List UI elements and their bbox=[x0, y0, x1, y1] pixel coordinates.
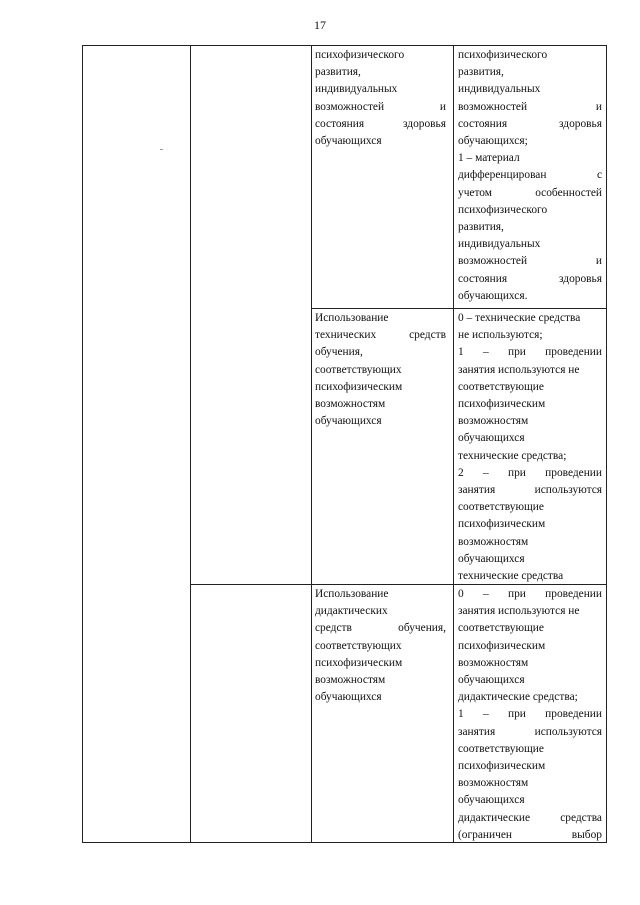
scale-line: соответствующие bbox=[458, 622, 544, 635]
criterion-line: Использование bbox=[315, 312, 389, 324]
scale-line: соответствующие bbox=[458, 501, 544, 514]
criterion-line: обучающихся bbox=[315, 691, 382, 704]
criterion-line: психофизического bbox=[315, 49, 405, 61]
criterion-line: возможностям bbox=[315, 398, 386, 410]
page-number: 17 bbox=[314, 18, 326, 32]
scale-cell-3 bbox=[458, 586, 602, 844]
scale-line: психофизическим bbox=[458, 759, 546, 772]
criterion-line: технических средств bbox=[315, 329, 446, 342]
criterion-line: психофизическим bbox=[315, 380, 403, 393]
scale-line: 0 – при проведении bbox=[458, 588, 602, 600]
scale-line: развития, bbox=[458, 66, 504, 79]
criterion-line: возможностей и bbox=[315, 100, 446, 113]
scale-line: технические средства bbox=[458, 570, 564, 582]
criterion-line: обучающихся bbox=[315, 134, 382, 147]
scale-line: занятия используются не bbox=[458, 363, 580, 376]
criterion-line: Использование bbox=[315, 588, 389, 600]
criterion-line: средств обучения, bbox=[315, 622, 446, 635]
criterion-line: соответствующих bbox=[315, 639, 402, 652]
column-divider-1 bbox=[190, 46, 191, 842]
scale-line: возможностям bbox=[458, 535, 529, 548]
criterion-cell-3 bbox=[315, 586, 446, 706]
scale-line: возможностям bbox=[458, 656, 529, 669]
criterion-line: дидактических bbox=[315, 605, 388, 618]
scale-line: психофизического bbox=[458, 49, 548, 61]
scale-line: обучающихся; bbox=[458, 134, 528, 147]
scale-line: индивидуальных bbox=[458, 83, 541, 96]
scale-line: обучающихся bbox=[458, 794, 525, 807]
scale-line: соответствующие bbox=[458, 380, 544, 393]
scale-line: возможностям bbox=[458, 777, 529, 790]
scale-cell-1 bbox=[458, 47, 602, 305]
criterion-line: психофизическим bbox=[315, 656, 403, 669]
scale-line: психофизическим bbox=[458, 398, 546, 410]
criterion-line: состояния здоровья bbox=[315, 117, 446, 130]
scale-line: 1 – материал bbox=[458, 152, 520, 165]
criterion-cell-1 bbox=[315, 47, 446, 150]
scale-line: возможностей и bbox=[458, 255, 602, 268]
scale-line: занятия используются не bbox=[458, 605, 580, 618]
scale-line: развития, bbox=[458, 220, 504, 233]
scale-line: обучающихся bbox=[458, 432, 525, 445]
scale-line: состояния здоровья bbox=[458, 272, 602, 285]
scale-line: психофизическим bbox=[458, 518, 546, 531]
scale-line: обучающихся bbox=[458, 674, 525, 686]
scale-line: 1 – при проведении bbox=[458, 346, 602, 359]
scale-line: занятия используются bbox=[458, 725, 602, 738]
scale-line: 2 – при проведении bbox=[458, 466, 602, 479]
criterion-line: индивидуальных bbox=[315, 83, 398, 96]
scale-line: соответствующие bbox=[458, 742, 544, 755]
row-divider-1 bbox=[311, 308, 606, 309]
criterion-line: возможностям bbox=[315, 674, 386, 686]
criterion-line: соответствующих bbox=[315, 363, 402, 376]
scale-cell-2 bbox=[458, 310, 602, 585]
column-divider-3 bbox=[453, 46, 454, 842]
criterion-line: развития, bbox=[315, 66, 361, 79]
criteria-table bbox=[82, 45, 607, 843]
scale-line: учетом особенностей bbox=[458, 186, 602, 199]
scale-line: возможностей и bbox=[458, 100, 602, 113]
criterion-line: обучения, bbox=[315, 346, 363, 359]
scale-line: психофизического bbox=[458, 203, 548, 216]
scale-line: индивидуальных bbox=[458, 238, 541, 251]
scale-line: технические средства; bbox=[458, 449, 567, 462]
scale-line: дидактические средства bbox=[458, 811, 602, 824]
scale-line: состояния здоровья bbox=[458, 117, 602, 130]
scale-line: обучающихся. bbox=[458, 289, 528, 302]
scale-line: обучающихся bbox=[458, 552, 525, 565]
column-divider-2 bbox=[311, 46, 312, 842]
criterion-cell-2 bbox=[315, 310, 446, 430]
scale-line: дифференцирован с bbox=[458, 169, 602, 182]
scale-line: не используются; bbox=[458, 329, 543, 342]
scale-line: возможностям bbox=[458, 415, 529, 428]
scale-line: (ограничен выбор bbox=[458, 828, 602, 841]
scale-line: 0 – технические средства bbox=[458, 312, 581, 324]
scale-line: дидактические средства; bbox=[458, 691, 578, 704]
criterion-line: обучающихся bbox=[315, 415, 382, 428]
scale-line: занятия используются bbox=[458, 484, 602, 496]
scale-line: психофизическим bbox=[458, 639, 546, 652]
scale-line: 1 – при проведении bbox=[458, 708, 602, 721]
